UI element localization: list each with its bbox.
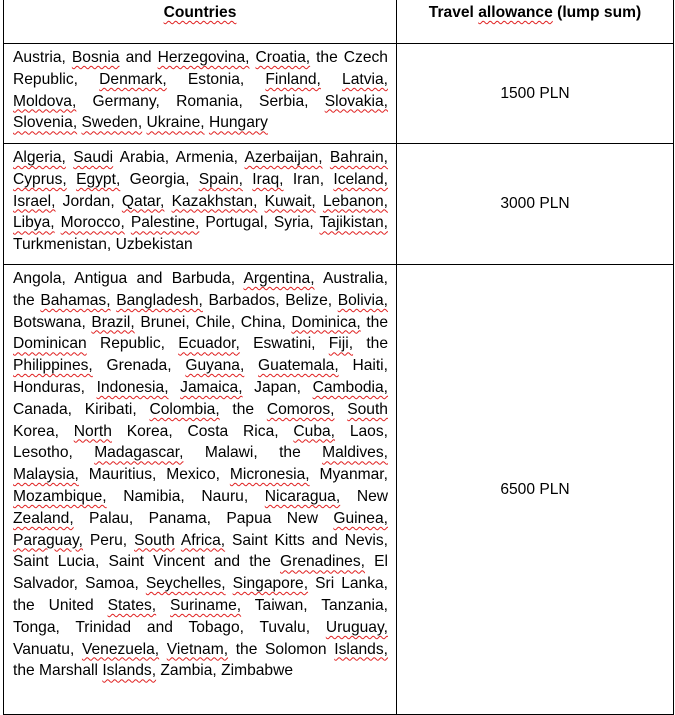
misspelled-word: Iraq, [252, 170, 284, 188]
misspelled-word: Dominica, [291, 313, 361, 331]
allowance-header-text: Travel allowance (lump sum) [428, 4, 642, 21]
misspelled-word: Finland, [265, 70, 321, 88]
misspelled-word: Maldives, [322, 444, 388, 462]
header-row [4, 0, 674, 44]
allowance-cell: 3000 PLN [397, 144, 674, 265]
misspelled-word: Saudi [73, 149, 114, 166]
misspelled-word: Comoros, [266, 400, 335, 418]
misspelled-word: Herzegovina, [157, 49, 250, 66]
misspelled-word: Slovakia, [324, 92, 388, 110]
misspelled-word: Bahrain, [329, 149, 388, 166]
countries-cell: Austria, Bosnia and Herzegovina, Croatia, the Czech Republic, Denmark, Estonia, Finland, Latvia, Moldova, Germany, Romania, Serbia, Slovakia, Slovenia, Sweden, Ukraine, Hungary [4, 44, 397, 144]
misspelled-word: Sweden, [81, 114, 143, 132]
misspelled-word: Ecuador, [178, 335, 240, 353]
allowance-cell: 1500 PLN [397, 44, 674, 144]
misspelled-word: Islands, [334, 640, 388, 658]
misspelled-word: Morocco, [60, 214, 125, 232]
misspelled-word: Dominican [13, 335, 87, 353]
misspelled-word: States, [107, 596, 157, 614]
misspelled-word: Madagascar, [94, 444, 184, 462]
misspelled-word: Bahamas, [40, 291, 111, 309]
travel-allowance-table [3, 0, 674, 715]
misspelled-word: Tajikistan, [319, 214, 388, 232]
misspelled-word: Guyana, [185, 357, 245, 375]
misspelled-word: Egypt, [76, 170, 121, 188]
table-row [4, 265, 674, 715]
misspelled-word: Israel, [13, 192, 56, 210]
misspelled-word: Zealand, [13, 509, 74, 527]
allowance-header [397, 0, 674, 44]
misspelled-word: Nicaragua, [264, 487, 341, 505]
misspelled-word: Malaysia, [13, 466, 79, 484]
misspelled-word: North [73, 422, 112, 440]
countries-cell: Angola, Antigua and Barbuda, Argentina, Australia, the Bahamas, Bangladesh, Barbados, Belize, Bolivia, Botswana, Brazil, Brunei, Chile, China, Dominica, the Dominican Republic, Ecuador, Eswatini, Fiji, the Philippines, Grenada, Guyana, Guatemala, Haiti, Honduras, Indonesia, Jamaica, Japan, Cambodia, Canada, Kiribati, Colombia, the Comoros, South Korea, North Korea, Costa Rica, Cuba, Laos, Lesotho, Madagascar, Malawi, the Maldives, Malaysia, Mauritius, Mexico, Micronesia, Myanmar, Mozambique, Namibia, Nauru, Nicaragua, New Zealand, Palau, Panama, Papua New Guinea, Paraguay, Peru, South Africa, Saint Kitts and Nevis, Saint Lucia, Saint Vincent and the Grenadines, El Salvador, Samoa, Seychelles, Singapore, Sri Lanka, the United States, Suriname, Taiwan, Tanzania, Tonga, Trinidad and Tobago, Tuvalu, Uruguay, Vanuatu, Venezuela, Vietnam, the Solomon Islands, the Marshall Islands, Zambia, Zimbabwe [4, 265, 397, 715]
misspelled-word: Guatemala, [258, 357, 339, 375]
misspelled-word: Micronesia, [229, 466, 310, 484]
misspelled-word: Vietnam, [166, 640, 229, 658]
misspelled-word: Bosnia [71, 49, 120, 66]
misspelled-word: Kuwait, [264, 192, 316, 210]
countries-cell: Algeria, Saudi Arabia, Armenia, Azerbaijan, Bahrain, Cyprus, Egypt, Georgia, Spain, Iraq, Iran, Iceland, Israel, Jordan, Qatar, Kazakhstan, Kuwait, Lebanon, Libya, Morocco, Palestine, Portugal, Syria, Tajikistan, Turkmenistan, Uzbekistan [4, 144, 397, 265]
misspelled-word: Uruguay, [325, 618, 388, 636]
misspelled-word: Mozambique, [13, 487, 107, 505]
table-row [4, 44, 674, 144]
misspelled-word: Azerbaijan, [244, 149, 323, 166]
misspelled-word: Africa, [180, 531, 226, 549]
misspelled-word: Cambodia, [312, 378, 389, 396]
misspelled-word: Moldova, [13, 92, 77, 110]
misspelled-word: Guinea, [333, 509, 388, 527]
misspelled-word: Bangladesh, [116, 291, 203, 309]
misspelled-word: Denmark, [99, 70, 167, 88]
misspelled-word: Croatia, [255, 49, 311, 66]
misspelled-word: Philippines, [13, 357, 93, 375]
misspelled-word: South [347, 400, 388, 418]
misspelled-word: Spain, [198, 170, 243, 188]
misspelled-word: Algeria, [13, 149, 66, 166]
misspelled-word: Qatar, [121, 192, 165, 210]
misspelled-word: Grenadines, [280, 553, 365, 571]
misspelled-word: Libya, [13, 214, 55, 232]
misspelled-word: Cyprus, [13, 170, 67, 188]
misspelled-word: Venezuela, [81, 640, 160, 658]
misspelled-word: Argentina, [243, 270, 315, 287]
misspelled-word: South [134, 531, 175, 549]
misspelled-word: Singapore, [232, 575, 309, 593]
misspelled-word: Hungary [208, 114, 268, 132]
countries-header-text: Countries [163, 4, 237, 21]
misspelled-word: Bolivia, [337, 291, 388, 309]
misspelled-word: Jamaica, [180, 378, 243, 396]
misspelled-word: Iceland, [333, 170, 388, 188]
misspelled-word: Slovenia, [13, 114, 78, 132]
misspelled-word: Paraguay, [13, 531, 83, 549]
misspelled-word: Colombia, [149, 400, 220, 418]
misspelled-word: Ukraine, [146, 114, 205, 132]
misspelled-word: Suriname, [170, 596, 242, 614]
misspelled-word: Lebanon, [322, 192, 388, 210]
misspelled-word: Fiji, [328, 335, 354, 353]
misspelled-word: Kazakhstan, [171, 192, 258, 210]
misspelled-word: Seychelles, [145, 575, 226, 593]
misspelled-word: Indonesia, [96, 378, 169, 396]
countries-header [4, 0, 397, 44]
misspelled-word: Cuba, [293, 422, 336, 440]
allowance-cell: 6500 PLN [397, 265, 674, 715]
misspelled-word: Palestine, [130, 214, 200, 232]
misspelled-word: Islands, [102, 662, 157, 680]
misspelled-word: Brazil, [91, 313, 135, 331]
misspelled-word: allowance [478, 4, 553, 21]
table-row [4, 144, 674, 265]
misspelled-word: Latvia, [342, 70, 388, 88]
